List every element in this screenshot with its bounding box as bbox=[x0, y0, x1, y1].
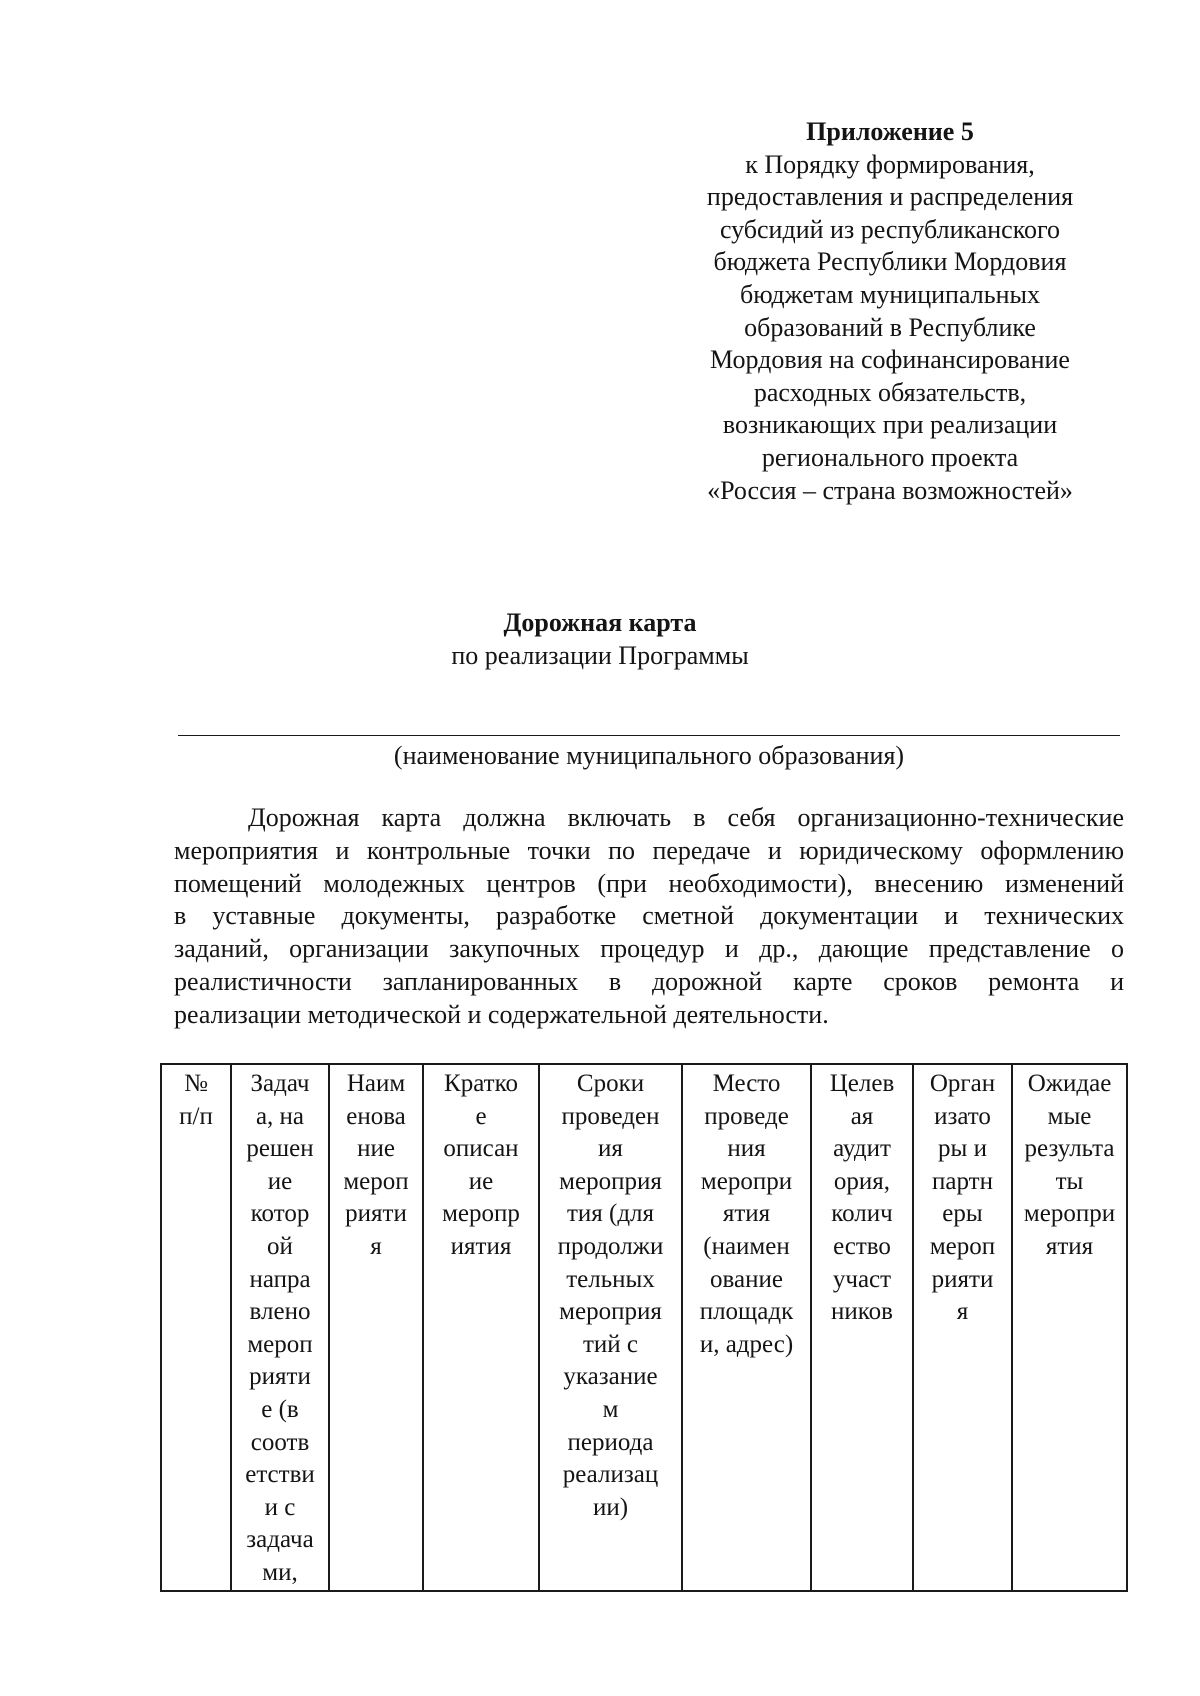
header-cell-line: тий с bbox=[582, 1330, 639, 1358]
header-cell-line: е bbox=[475, 1102, 487, 1130]
header-cell-line: соотв bbox=[250, 1428, 310, 1456]
header-cell-line: партн bbox=[932, 1167, 993, 1195]
header-cell-line: мероп bbox=[343, 1167, 409, 1195]
header-cell-line: (наимен bbox=[703, 1232, 790, 1260]
header-cell-line: Место bbox=[712, 1070, 781, 1097]
header-cell-line: продолжи bbox=[557, 1232, 664, 1260]
header-cell-line: ятия bbox=[1045, 1232, 1094, 1260]
header-cell-number bbox=[161, 1064, 231, 1591]
header-cell-line: напра bbox=[249, 1265, 311, 1293]
header-cell-line: ии) bbox=[592, 1493, 629, 1521]
appendix-line: субсидий из республиканского bbox=[719, 214, 1061, 244]
header-cell-line: периода bbox=[567, 1428, 654, 1456]
header-cell-line: мероприя bbox=[559, 1167, 662, 1195]
header-cell-line: меропр bbox=[442, 1200, 520, 1228]
header-cell-line: я bbox=[370, 1232, 382, 1260]
header-cell-line: ятия bbox=[722, 1200, 771, 1228]
appendix-block bbox=[660, 116, 1120, 507]
paragraph-line: мероприятия и контрольные точки по передаче и юридическому оформлению bbox=[174, 835, 1124, 865]
paragraph-line: в уставные документы, разработке сметной документации и технических bbox=[174, 901, 1124, 931]
header-cell-line: етстви bbox=[245, 1461, 315, 1489]
header-cell-line: описан bbox=[443, 1135, 519, 1163]
header-cell-line: ия bbox=[598, 1135, 623, 1163]
header-cell-line: Ожидае bbox=[1027, 1070, 1112, 1097]
header-cell-line: рияти bbox=[345, 1200, 407, 1228]
header-cell-line: Сроки bbox=[576, 1070, 645, 1097]
header-cell-venue bbox=[682, 1064, 811, 1591]
header-cell-line: я bbox=[956, 1298, 969, 1326]
appendix-line: предоставления и распределения bbox=[706, 182, 1074, 212]
header-cell-line: проведен bbox=[561, 1102, 660, 1130]
header-cell-expected-results bbox=[1012, 1064, 1127, 1591]
header-cell-line: Наим bbox=[346, 1070, 406, 1097]
paragraph-line: реалистичности запланированных в дорожной карте сроков ремонта и bbox=[174, 966, 1124, 996]
header-cell-line: ния bbox=[727, 1135, 766, 1163]
header-cell-line: и, адрес) bbox=[699, 1330, 794, 1358]
header-cell-line: котор bbox=[250, 1200, 310, 1228]
header-cell-line: ры и bbox=[938, 1135, 987, 1163]
header-cell-line: ты bbox=[1055, 1167, 1084, 1195]
appendix-line: к Порядку формирования, bbox=[745, 149, 1035, 179]
header-cell-line: меропри bbox=[1023, 1200, 1116, 1228]
header-cell-line: мые bbox=[1047, 1102, 1092, 1130]
header-cell-line: реализац bbox=[562, 1461, 659, 1489]
header-cell-line: а, на bbox=[255, 1102, 305, 1130]
header-cell-line: мероп bbox=[929, 1232, 996, 1260]
header-cell-line: м bbox=[602, 1395, 619, 1423]
header-cell-line: решен bbox=[246, 1135, 314, 1163]
paragraph-line: помещений молодежных центров (при необходимости), внесению изменений bbox=[174, 868, 1124, 898]
municipality-fill-line bbox=[178, 735, 1120, 736]
header-cell-line: еры bbox=[942, 1200, 983, 1228]
header-cell-line: мероприя bbox=[559, 1298, 662, 1326]
appendix-line: образований в Республике bbox=[744, 312, 1036, 342]
header-cell-line: влено bbox=[249, 1298, 311, 1326]
header-cell-line: ая bbox=[850, 1102, 874, 1130]
appendix-line: бюджета Республики Мордовия bbox=[713, 247, 1067, 277]
header-cell-line: Задач bbox=[250, 1070, 310, 1097]
header-cell-line: ование bbox=[710, 1265, 783, 1293]
appendix-line: бюджетам муниципальных bbox=[740, 279, 1040, 309]
header-cell-line: Орган bbox=[929, 1070, 996, 1097]
header-cell-task bbox=[231, 1064, 329, 1591]
header-cell-description bbox=[423, 1064, 539, 1591]
header-cell-line: указание bbox=[563, 1363, 658, 1391]
header-cell-line: ество bbox=[833, 1232, 891, 1260]
header-cell-line: рияти bbox=[249, 1363, 311, 1391]
header-cell-line: ие bbox=[468, 1167, 494, 1195]
appendix-line: «Россия – страна возможностей» bbox=[707, 475, 1073, 505]
header-cell-line: ие bbox=[267, 1167, 293, 1195]
header-cell-line: участ bbox=[832, 1265, 892, 1293]
appendix-line: регионального проекта bbox=[761, 442, 1019, 472]
paragraph-line: Дорожная карта должна включать в себя организационно-технические bbox=[248, 803, 1124, 832]
header-cell-line: площадк bbox=[699, 1298, 794, 1326]
header-cell-line: аудит bbox=[833, 1135, 891, 1163]
header-cell-line: проведе bbox=[704, 1102, 789, 1130]
paragraph-line: реализации методической и содержательной деятельности. bbox=[174, 999, 829, 1029]
municipality-caption: (наименование муниципального образования) bbox=[393, 741, 905, 770]
header-cell-line: результа bbox=[1024, 1135, 1115, 1163]
header-cell-line: иятия bbox=[450, 1232, 512, 1260]
header-cell-line: мероп bbox=[247, 1330, 313, 1358]
header-cell-line: п/п bbox=[179, 1102, 213, 1130]
header-cell-line: ние bbox=[357, 1135, 395, 1163]
header-cell-line: енова bbox=[346, 1102, 406, 1130]
header-cell-dates bbox=[539, 1064, 682, 1591]
header-cell-line: Кратко bbox=[444, 1070, 518, 1097]
header-cell-line: № bbox=[184, 1070, 208, 1097]
header-cell-line: рияти bbox=[931, 1265, 994, 1293]
description-paragraph bbox=[174, 802, 1124, 1032]
roadmap-table bbox=[160, 1063, 1128, 1592]
header-cell-line: ми, bbox=[262, 1558, 298, 1586]
header-cell-line: тия (для bbox=[566, 1200, 655, 1228]
appendix-line: возникающих при реализации bbox=[722, 410, 1058, 440]
document-subtitle: по реализации Программы bbox=[451, 641, 749, 670]
header-cell-line: изато bbox=[934, 1102, 991, 1130]
header-cell-line: ой bbox=[267, 1232, 293, 1260]
appendix-line: расходных обязательств, bbox=[753, 377, 1027, 407]
header-cell-event-name bbox=[329, 1064, 423, 1591]
header-cell-organizers bbox=[913, 1064, 1012, 1591]
header-cell-audience bbox=[811, 1064, 913, 1591]
header-cell-line: и с bbox=[264, 1493, 296, 1521]
header-cell-line: е (в bbox=[261, 1395, 299, 1423]
appendix-title: Приложение 5 bbox=[806, 117, 974, 146]
header-cell-line: ория, bbox=[833, 1167, 891, 1195]
header-cell-line: задача bbox=[246, 1526, 314, 1554]
table-header-row bbox=[161, 1064, 1127, 1591]
header-cell-line: тельных bbox=[566, 1265, 655, 1293]
paragraph-line: заданий, организации закупочных процедур и др., дающие представление о bbox=[174, 934, 1124, 964]
appendix-line: Мордовия на софинансирование bbox=[710, 345, 1070, 375]
header-cell-line: меропри bbox=[700, 1167, 793, 1195]
header-cell-line: колич bbox=[831, 1200, 893, 1228]
header-cell-line: ников bbox=[831, 1298, 893, 1326]
header-cell-line: Целев bbox=[829, 1070, 895, 1097]
document-title: Дорожная карта bbox=[503, 608, 697, 637]
